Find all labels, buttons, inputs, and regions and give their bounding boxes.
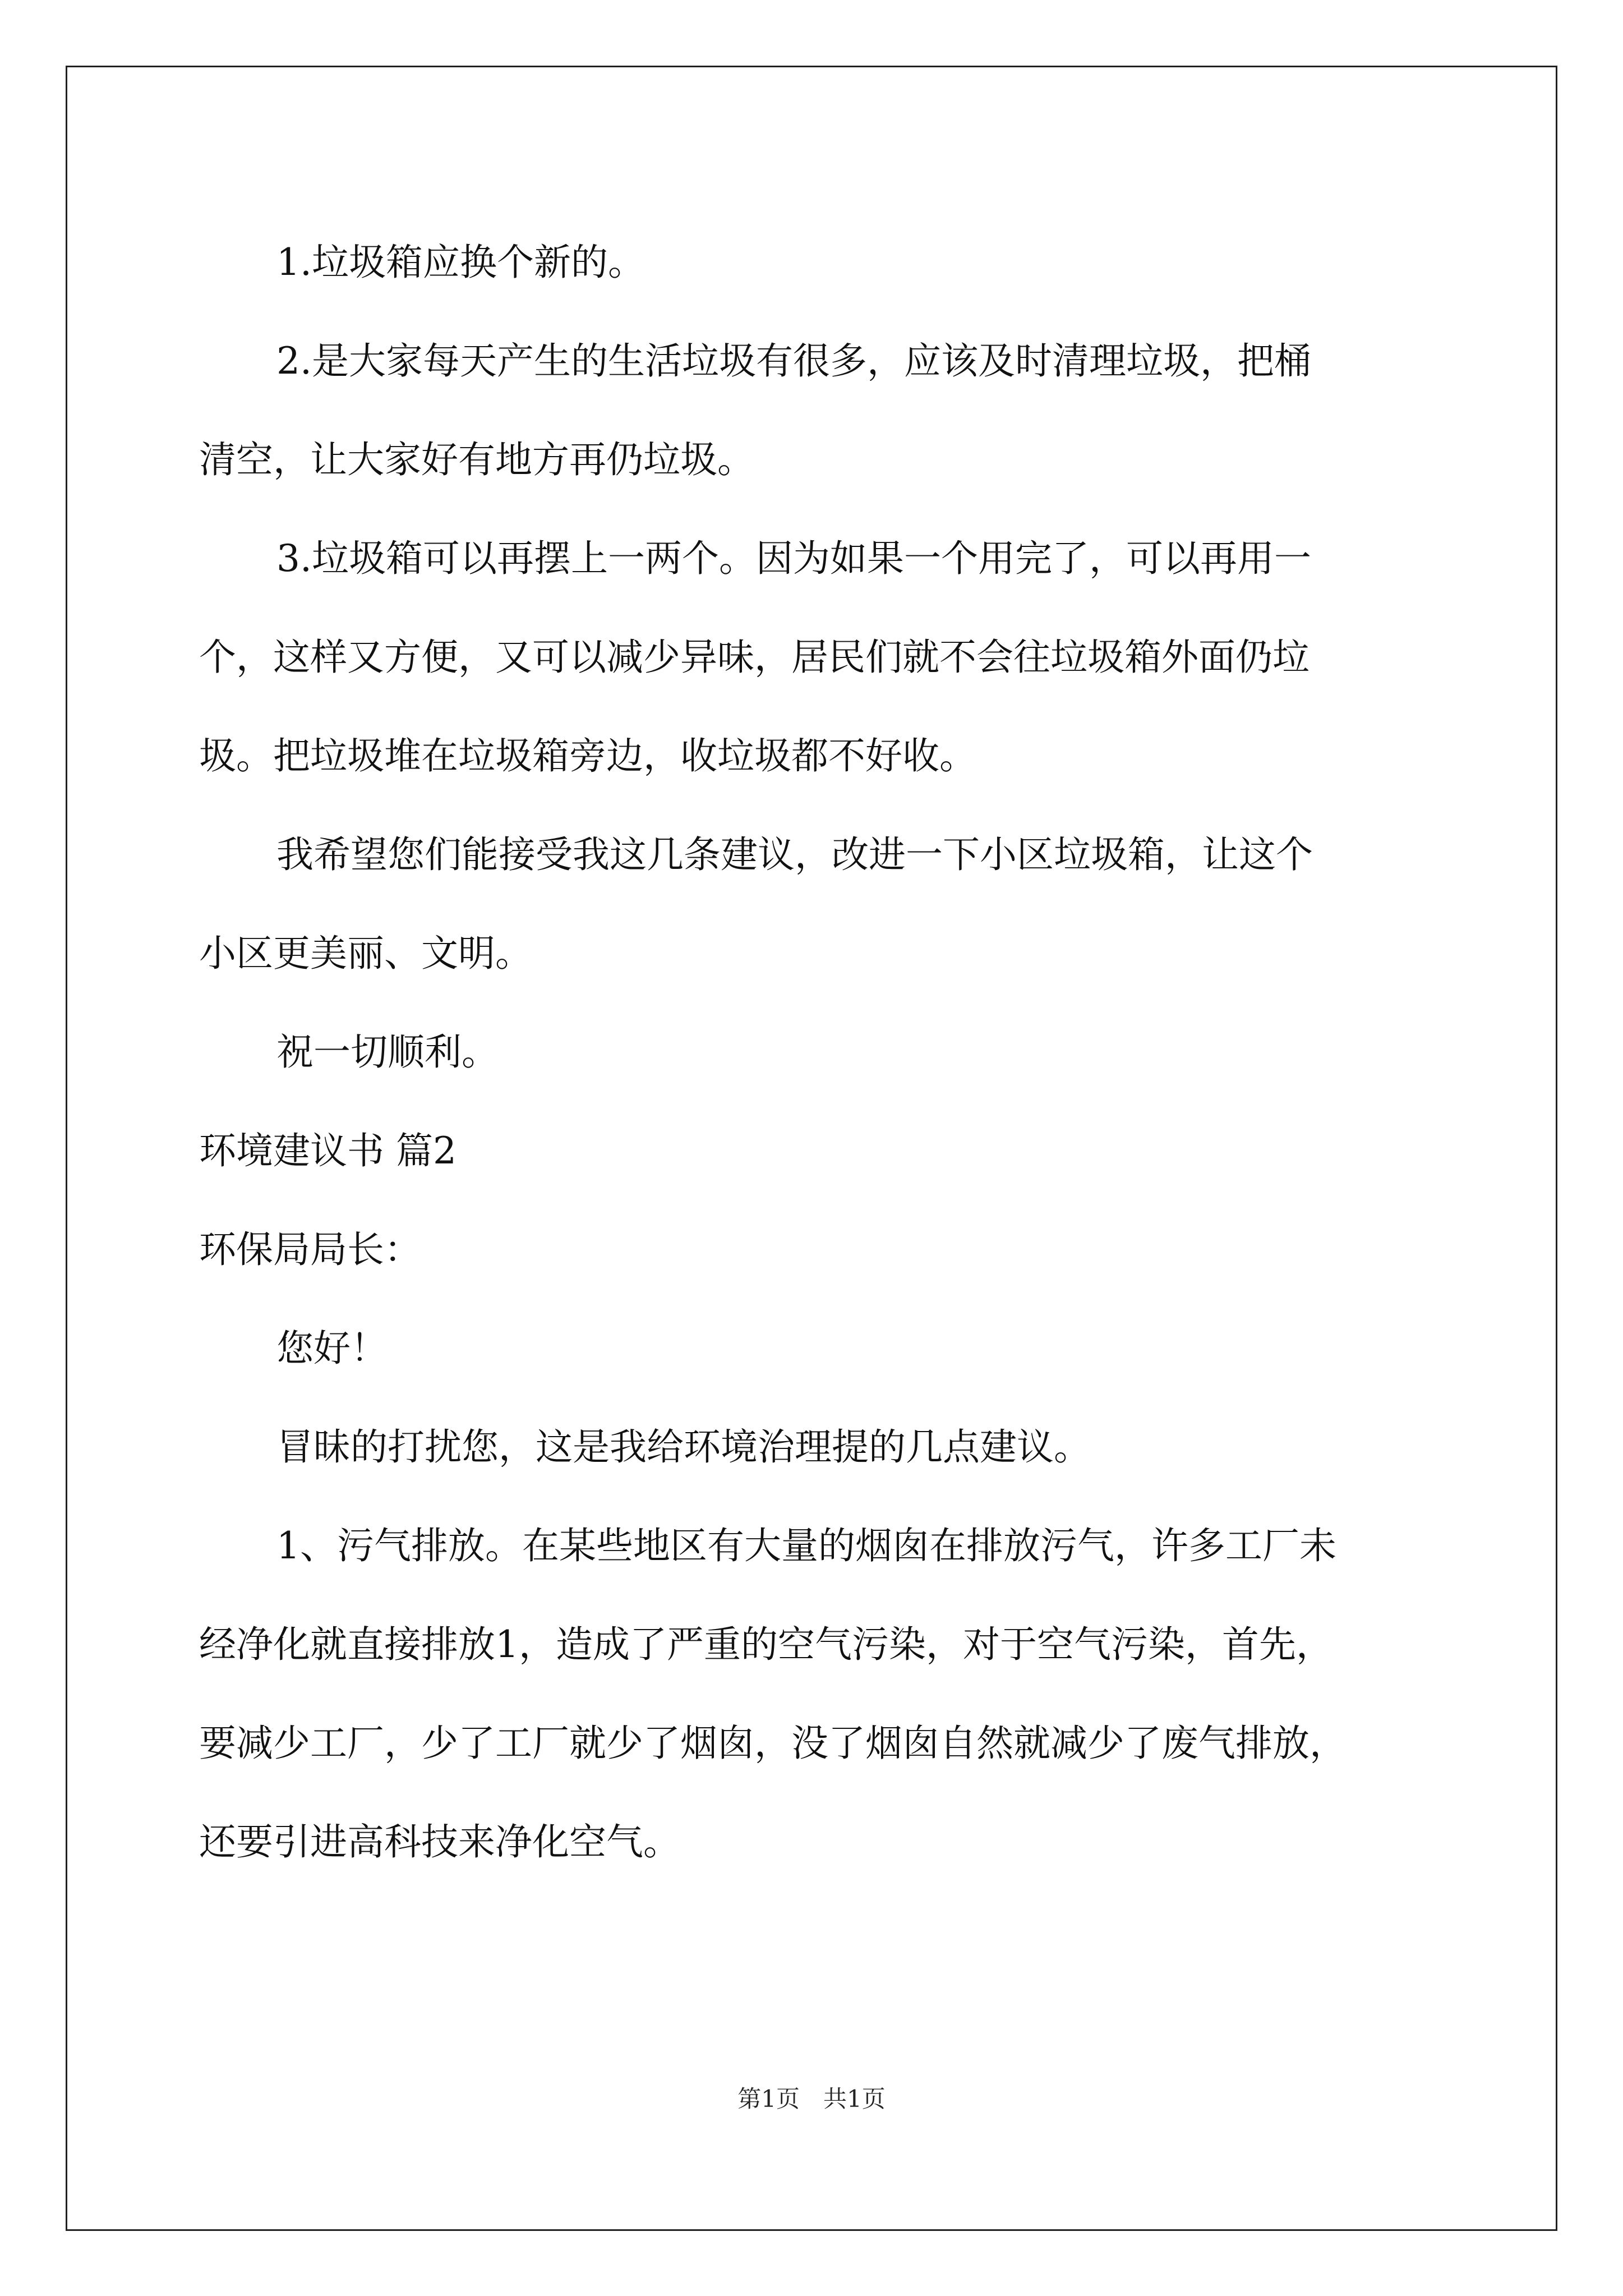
paragraph-line: 清空，让大家好有地方再仍垃圾。 (199, 438, 754, 481)
paragraph-line: 还要引进高科技来净化空气。 (199, 1820, 680, 1864)
closing-line: 祝一切顺利。 (276, 1030, 499, 1074)
paragraph-line: 个，这样又方便，又可以减少异味，居民们就不会往垃圾箱外面仍垃 (199, 636, 1310, 679)
paragraph-line: 小区更美丽、文明。 (199, 932, 532, 975)
greeting: 您好！ (276, 1327, 388, 1370)
document-body (199, 213, 1433, 1892)
paragraph-line: 3.垃圾箱可以再摆上一两个。因为如果一个用完了，可以再用一 (276, 537, 1311, 580)
paragraph-line: 1、污气排放。在某些地区有大量的烟囱在排放污气，许多工厂未 (276, 1524, 1336, 1567)
paragraph-line: 圾。把垃圾堆在垃圾箱旁边，收垃圾都不好收。 (199, 734, 976, 777)
paragraph-line: 1.垃圾箱应换个新的。 (276, 241, 645, 284)
section-heading: 环境建议书 篇2 (199, 1129, 457, 1172)
paragraph-line: 我希望您们能接受我这几条建议，改进一下小区垃圾箱，让这个 (276, 833, 1313, 876)
paragraph-line: 要减少工厂，少了工厂就少了烟囱，没了烟囱自然就减少了废气排放， (199, 1722, 1347, 1765)
paragraph-line: 2.是大家每天产生的生活垃圾有很多，应该及时清理垃圾，把桶 (276, 339, 1311, 383)
paragraph-line: 经净化就直接排放1，造成了严重的空气污染，对于空气污染，首先， (199, 1623, 1333, 1666)
page-number-footer: 第1页 共1页 (737, 2085, 886, 2113)
salutation: 环保局局长： (199, 1228, 421, 1271)
paragraph-line: 冒昧的打扰您，这是我给环境治理提的几点建议。 (276, 1425, 1091, 1469)
